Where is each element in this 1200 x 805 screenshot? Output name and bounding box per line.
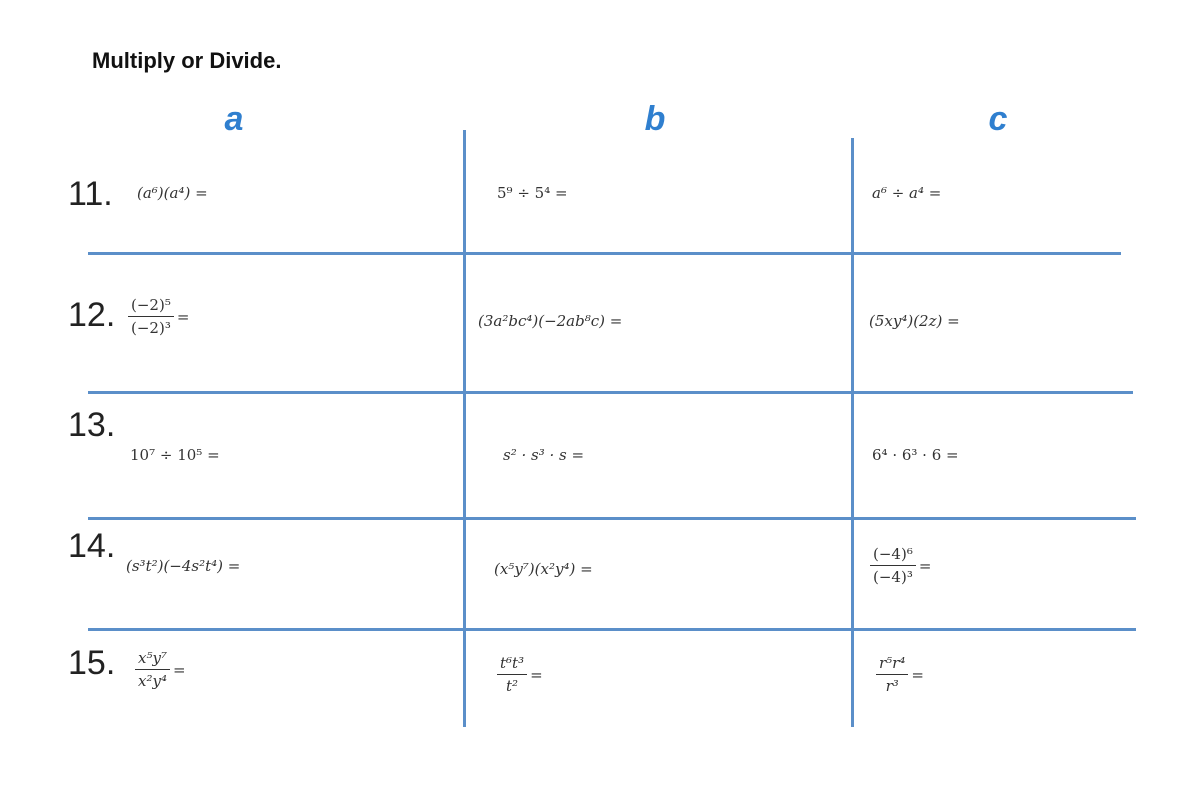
grid-line-horizontal-2: [88, 391, 1133, 394]
fraction-numerator: r⁵r⁴: [876, 654, 908, 675]
fraction: [876, 654, 908, 695]
problem-14b: (x⁵y⁷)(x²y⁴) =: [494, 560, 593, 578]
fraction: [128, 296, 174, 337]
grid-line-vertical-2: [851, 138, 854, 727]
fraction-numerator: (−2)⁵: [128, 296, 174, 317]
grid-line-horizontal-4: [88, 628, 1136, 631]
fraction-denominator: r³: [885, 677, 899, 695]
fraction-denominator: x²y⁴: [138, 672, 167, 690]
equals-sign: =: [172, 660, 186, 679]
problem-number-13: 13.: [68, 406, 116, 444]
column-heading-a: a: [224, 100, 244, 138]
problem-12a: [128, 296, 189, 337]
problem-13b: s² · s³ · s =: [503, 446, 585, 464]
problem-15b: [497, 654, 543, 695]
problem-number-12: 12.: [68, 296, 116, 334]
fraction: [135, 649, 170, 690]
fraction-denominator: (−4)³: [873, 568, 913, 586]
problem-number-11: 11.: [68, 175, 113, 213]
fraction: [497, 654, 527, 695]
equals-sign: =: [918, 556, 932, 575]
fraction-numerator: t⁶t³: [497, 654, 527, 675]
column-heading-c: c: [988, 100, 1008, 138]
column-heading-b: b: [644, 100, 666, 138]
fraction-numerator: x⁵y⁷: [135, 649, 170, 670]
problem-11c: a⁶ ÷ a⁴ =: [872, 184, 942, 202]
fraction-denominator: t²: [506, 677, 519, 695]
problem-11b: 5⁹ ÷ 5⁴ =: [497, 184, 568, 202]
fraction-denominator: (−2)³: [131, 319, 171, 337]
problem-number-14: 14.: [68, 527, 116, 565]
problem-12b: (3a²bc⁴)(−2ab⁸c) =: [478, 312, 623, 330]
problem-14a: (s³t²)(−4s²t⁴) =: [126, 557, 241, 575]
equals-sign: =: [911, 665, 924, 684]
instructions-heading: Multiply or Divide.: [92, 48, 282, 73]
problem-14c: [870, 545, 931, 586]
fraction-numerator: (−4)⁶: [870, 545, 916, 566]
grid-line-horizontal-1: [88, 252, 1121, 255]
problem-15c: [876, 654, 924, 695]
problem-11a: (a⁶)(a⁴) =: [137, 184, 208, 202]
problem-12c: (5xy⁴)(2z) =: [869, 312, 960, 330]
grid-line-horizontal-3: [88, 517, 1136, 520]
fraction: [870, 545, 916, 586]
equals-sign: =: [176, 307, 190, 326]
problem-15a: [135, 649, 186, 690]
problem-13a: 10⁷ ÷ 10⁵ =: [130, 446, 220, 464]
equals-sign: =: [530, 665, 543, 684]
grid-line-vertical-1: [463, 130, 466, 727]
problem-13c: 6⁴ · 6³ · 6 =: [872, 446, 959, 464]
problem-number-15: 15.: [68, 644, 116, 682]
